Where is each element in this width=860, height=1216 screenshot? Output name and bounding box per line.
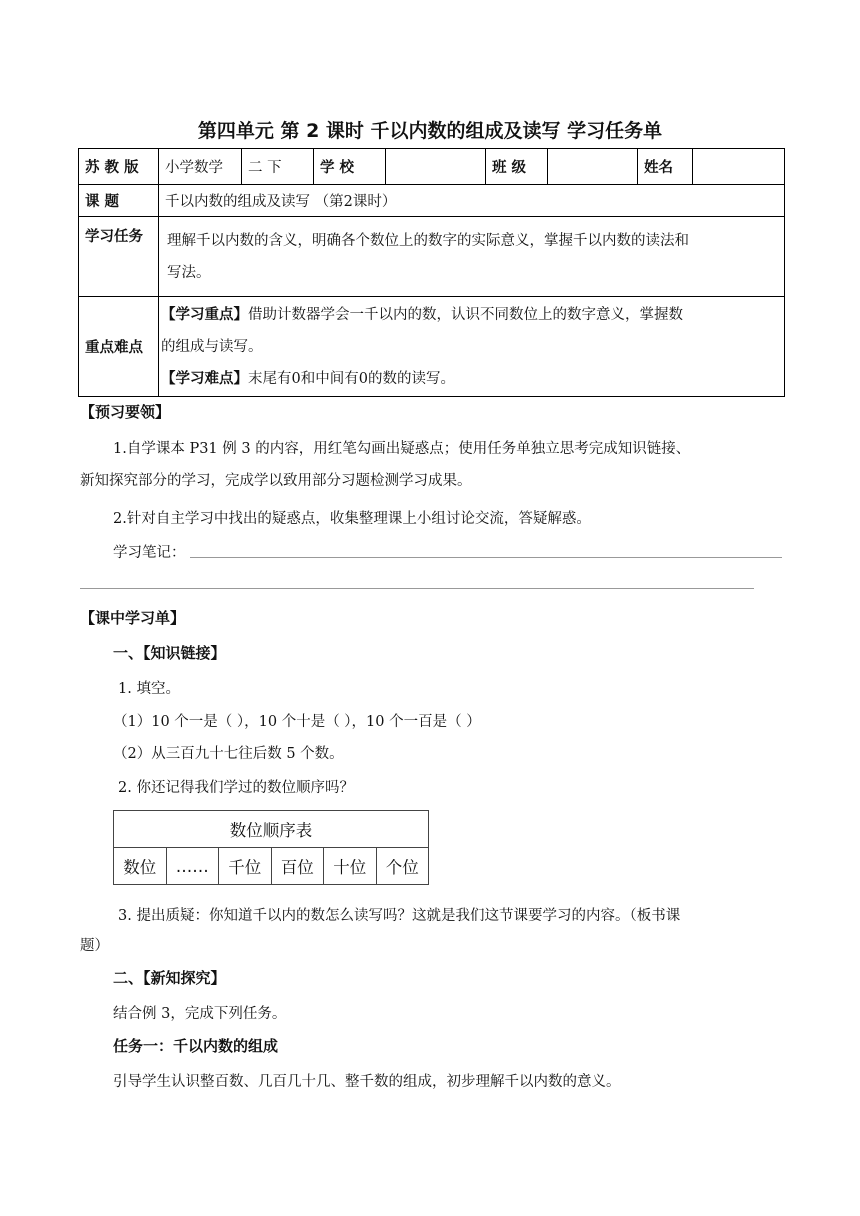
place-value-table <box>113 810 429 885</box>
table-cell-ellipsis: …… <box>166 848 219 885</box>
difficulty-tag: 【学习难点】 <box>161 370 248 387</box>
focus-line-2: 的组成与读写。 <box>161 338 263 355</box>
task-line-1: 理解千以内数的含义，明确各个数位上的数字的实际意义，掌握千以内数的读法和 <box>167 232 689 249</box>
knowledge-link-heading: 一、【知识链接】 <box>113 644 226 662</box>
question-1-a: （1）10 个一是（ ），10 个十是（ ），10 个一百是（ ） <box>113 714 481 730</box>
question-3-line-2: 题） <box>80 938 109 954</box>
keypoint-label: 重点难点 <box>79 297 159 397</box>
name-field[interactable] <box>693 149 785 185</box>
notes-line-1[interactable] <box>190 557 782 558</box>
notes-label: 学习笔记： <box>113 545 186 561</box>
publisher-cell: 苏 教 版 <box>79 149 159 185</box>
preview-item-2: 2.针对自主学习中找出的疑惑点，收集整理课上小组讨论交流，答疑解惑。 <box>113 511 591 527</box>
focus-tag: 【学习重点】 <box>161 306 248 323</box>
table-cell-digit: 数位 <box>114 848 167 885</box>
preview-heading: 【预习要领】 <box>80 403 171 421</box>
task-1-heading: 任务一：千以内数的组成 <box>113 1037 279 1055</box>
topic-value: 千以内数的组成及读写 （第2课时） <box>159 185 785 217</box>
school-label: 学 校 <box>314 149 386 185</box>
school-field[interactable] <box>386 149 486 185</box>
notes-line-2[interactable] <box>80 588 754 589</box>
question-3-line-1: 3. 提出质疑：你知道千以内的数怎么读写吗？这就是我们这节课要学习的内容。（板书课 <box>118 908 681 924</box>
classwork-heading: 【课中学习单】 <box>80 609 186 627</box>
subject-cell: 小学数学 <box>159 149 242 185</box>
class-field[interactable] <box>548 149 638 185</box>
name-label: 姓名 <box>638 149 693 185</box>
question-2: 2. 你还记得我们学过的数位顺序吗？ <box>118 780 354 796</box>
task-line-2: 写法。 <box>167 264 211 281</box>
task-1-text: 引导学生认识整百数、几百几十几、整千数的组成，初步理解千以内数的意义。 <box>113 1074 621 1090</box>
difficulty-text: 末尾有0和中间有0的数的读写。 <box>248 370 455 387</box>
document-title: 第四单元 第 2 课时 千以内数的组成及读写 学习任务单 <box>197 120 663 142</box>
topic-label: 课 题 <box>79 185 159 217</box>
table-cell-hundreds: 百位 <box>271 848 324 885</box>
part-2-intro: 结合例 3，完成下列任务。 <box>113 1006 287 1022</box>
table-cell-tens: 十位 <box>324 848 377 885</box>
keypoint-cell <box>159 297 785 397</box>
class-label: 班 级 <box>486 149 548 185</box>
new-knowledge-heading: 二、【新知探究】 <box>113 969 226 987</box>
preview-item-1-line-1: 1.自学课本 P31 例 3 的内容，用红笔勾画出疑惑点；使用任务单独立思考完成知识链接、 <box>113 441 691 457</box>
question-1-b: （2）从三百九十七往后数 5 个数。 <box>113 746 344 762</box>
place-value-table-title: 数位顺序表 <box>114 811 429 848</box>
header-table <box>78 148 785 397</box>
focus-line-1: 借助计数器学会一千以内的数，认识不同数位上的数字意义，掌握数 <box>248 306 683 323</box>
question-1: 1. 填空。 <box>118 681 180 697</box>
task-label: 学习任务 <box>79 217 159 297</box>
task-cell <box>159 217 785 297</box>
table-cell-ones: 个位 <box>376 848 429 885</box>
preview-item-1-line-2: 新知探究部分的学习，完成学以致用部分习题检测学习成果。 <box>80 473 472 489</box>
table-cell-thousands: 千位 <box>219 848 272 885</box>
grade-cell: 二 下 <box>242 149 314 185</box>
